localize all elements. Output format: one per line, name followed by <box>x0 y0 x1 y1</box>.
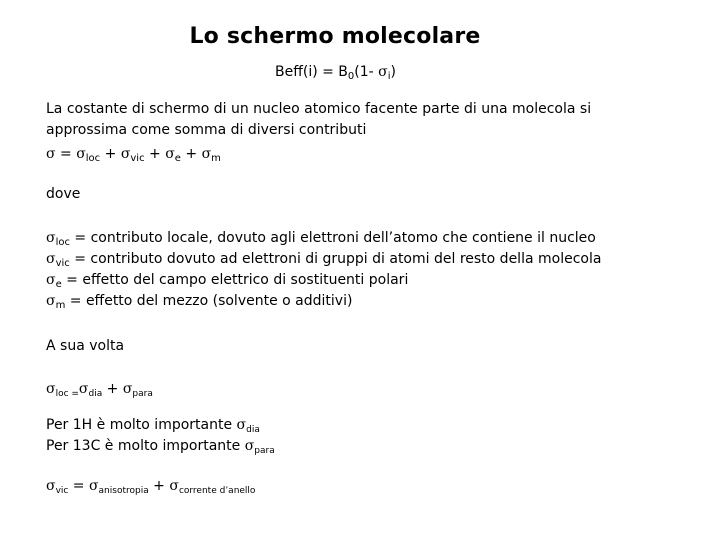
intro-line-2: approssima come somma di diversi contributi <box>46 122 367 138</box>
definition-sub: e <box>55 279 62 290</box>
formula-plus: + <box>102 381 123 397</box>
sigma-symbol: σ <box>46 478 56 494</box>
loc-formula <box>46 381 153 398</box>
sub-vic: vic <box>55 486 69 496</box>
formula-plus: + <box>100 146 121 162</box>
sigma-symbol: σ <box>236 417 247 433</box>
sigma-symbol: σ <box>169 478 179 494</box>
sub-loc-eq: loc = <box>55 389 79 399</box>
definition-row <box>46 293 352 310</box>
sigma-symbol: σ <box>46 230 56 246</box>
sigma-symbol: σ <box>46 272 56 288</box>
beff-suffix: ) <box>390 64 396 80</box>
per-line <box>46 417 260 434</box>
page-title: Lo schermo molecolare <box>189 24 481 49</box>
sub-anisotropia: anisotropia <box>98 486 149 496</box>
formula-plus: + <box>144 146 166 162</box>
definition-text: = effetto del campo elettrico di sostituenti polari <box>61 272 409 288</box>
beff-mid: (1- <box>354 64 379 80</box>
formula-eq: = <box>55 146 77 162</box>
vic-formula <box>46 478 255 495</box>
definition-row <box>46 230 596 247</box>
sigma-symbol: σ <box>76 146 86 162</box>
definition-text: = effetto del mezzo (solvente o additivi) <box>65 293 353 309</box>
definition-row <box>46 272 408 289</box>
definition-sub: m <box>55 300 66 311</box>
sigma-symbol: σ <box>201 146 212 162</box>
dove-label: dove <box>46 186 81 202</box>
per-line-sub: dia <box>246 425 260 435</box>
sub-m: m <box>211 153 221 164</box>
sigma-symbol: σ <box>46 146 56 162</box>
beff-sigma-sub: i <box>387 71 391 82</box>
sigma-symbol: σ <box>165 146 175 162</box>
beff-prefix: Beff(i) = B <box>275 64 348 80</box>
sigma-symbol: σ <box>46 381 56 397</box>
formula-plus: + <box>148 478 170 494</box>
definition-text: = contributo dovuto ad elettroni di gruppi di atomi del resto della molecola <box>69 251 602 267</box>
sub-corrente: corrente d’anello <box>178 486 256 496</box>
sigma-symbol: σ <box>78 381 89 397</box>
sigma-symbol: σ <box>120 146 131 162</box>
sigma-symbol: σ <box>88 478 99 494</box>
sigma-symbol: σ <box>244 438 255 454</box>
sigma-symbol: σ <box>46 293 56 309</box>
beff-formula <box>275 64 396 80</box>
sub-para: para <box>132 389 153 399</box>
sum-formula <box>46 146 221 163</box>
sigma-symbol: σ <box>122 381 133 397</box>
sigma-symbol: σ <box>46 251 56 267</box>
per-line-text: Per 1H è molto importante <box>46 417 237 433</box>
definition-sub: loc <box>55 237 70 248</box>
sub-dia: dia <box>88 389 103 399</box>
beff-b-sub: 0 <box>347 71 355 82</box>
sub-vic: vic <box>130 153 145 164</box>
sub-e: e <box>174 153 181 164</box>
a-sua-volta-label: A sua volta <box>46 338 125 354</box>
intro-line-1: La costante di schermo di un nucleo atomico facente parte di una molecola si <box>46 101 592 117</box>
formula-plus: + <box>180 146 202 162</box>
formula-eq: = <box>68 478 89 494</box>
sub-loc: loc <box>85 153 101 164</box>
per-line-sub: para <box>254 446 275 456</box>
sigma-symbol: σ <box>378 64 388 80</box>
definition-sub: vic <box>55 258 70 269</box>
per-line-text: Per 13C è molto importante <box>46 438 245 454</box>
definition-text: = contributo locale, dovuto agli elettroni dell’atomo che contiene il nucleo <box>69 230 596 246</box>
per-line <box>46 438 275 455</box>
definition-row <box>46 251 601 268</box>
